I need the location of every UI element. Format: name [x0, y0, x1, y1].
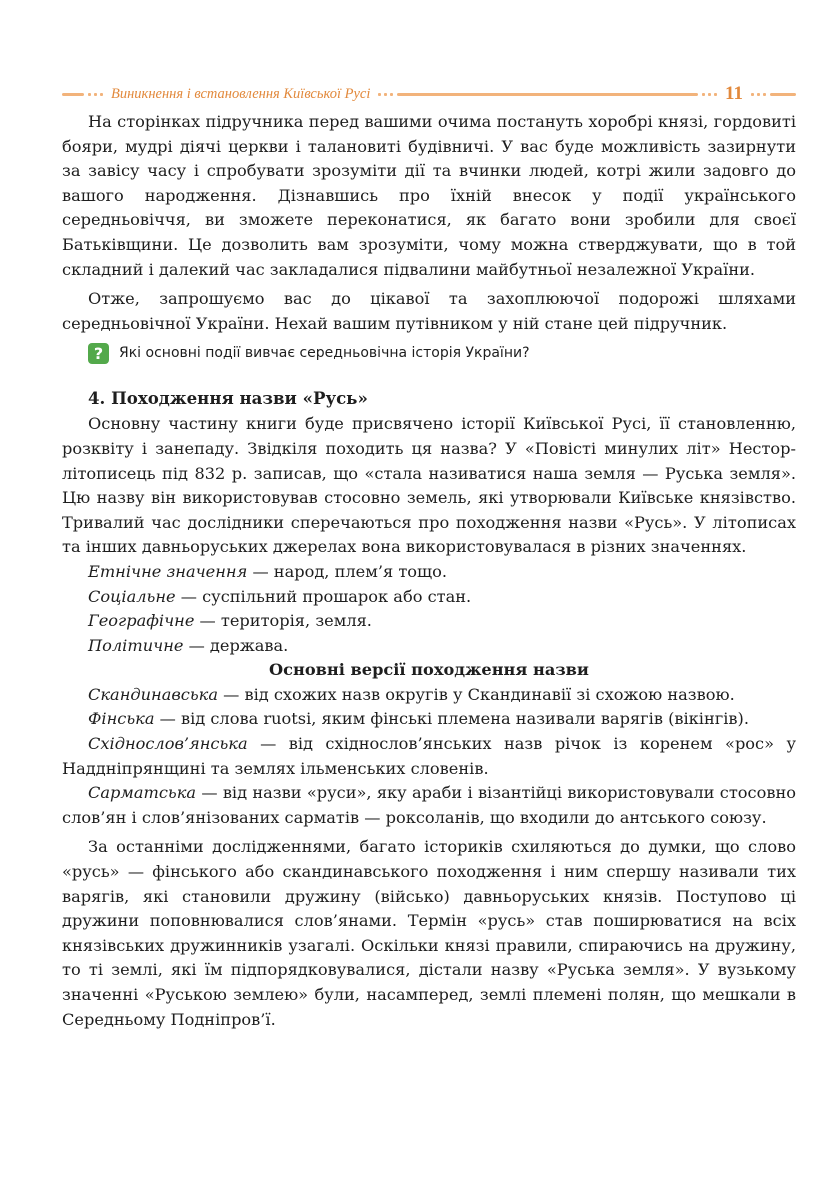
meaning-term: Етнічне значення: [88, 561, 248, 581]
version-term: Східнослов’янська: [88, 734, 248, 754]
meaning-text: — держава.: [183, 635, 289, 655]
version-text: — від схожих назв округів у Скандинавії зі схожою назвою.: [217, 684, 735, 704]
version-item: [62, 732, 796, 781]
page-number: 11: [725, 83, 743, 104]
section-title: 4. Походження назви «Русь»: [88, 388, 368, 409]
version-item: [62, 707, 796, 732]
version-text: — від назви «руси», яку араби і візантійці використовували стосовно слов’ян і слов’янізованих сарматів — роксоланів, що входили до антського союзу.: [62, 783, 796, 827]
question-icon: ?: [88, 343, 109, 364]
question-text: Які основні події вивчає середньовічна історія України?: [119, 345, 530, 362]
meaning-term: Географічне: [88, 611, 195, 631]
paragraph-invitation: Отже, запрошуємо вас до цікавої та захоплюючої подорожі шляхами середньовічної України. Нехай вашим путівником у ній стане цей підручник.: [62, 289, 796, 333]
versions-heading: Основні версії походження назви: [269, 660, 589, 680]
version-item: [62, 781, 796, 830]
paragraph-section-intro: Основну частину книги буде присвячено історії Київської Русі, її становленню, розквіту і занепаду. Звідкіля походить ця назва? У «Повісті минулих літ» Нестор-літописець під 832 р. записав, що «стала називатися наша земля — Руська земля». Цю назву він використовував стосовно земель, які утворювали Київське князівство. Тривалий час дослідники сперечаються про походження назви «Русь». У літописах та інших давньоруських джерелах вона використовувалася в різних значеннях.: [62, 414, 796, 557]
header-dots: [378, 93, 393, 96]
header-dots: [702, 93, 717, 96]
meaning-item: [62, 634, 796, 659]
header-dash: [770, 93, 796, 96]
version-term: Скандинавська: [88, 684, 218, 704]
meaning-item: [62, 560, 796, 585]
meaning-term: Соціальне: [88, 586, 176, 606]
review-question: [88, 340, 796, 366]
version-term: Фінська: [88, 709, 155, 729]
version-text: — від східнослов’янських назв річок із коренем «рос» у Наддніпрянщині та землях ільменських словенів.: [62, 734, 796, 778]
running-title: Виникнення і встановлення Київської Русі: [111, 85, 371, 102]
version-text: — від слова ruotsi, яким фінські племена називали варягів (вікінгів).: [154, 709, 749, 729]
meaning-text: — територія, земля.: [194, 611, 372, 631]
meaning-text: — народ, плем’я тощо.: [247, 561, 447, 581]
header-dash: [62, 93, 84, 96]
header-dots: [751, 93, 766, 96]
running-header: [62, 82, 796, 106]
version-term: Сарматська: [88, 783, 197, 803]
meaning-text: — суспільний прошарок або стан.: [175, 586, 472, 606]
meaning-term: Політичне: [88, 635, 184, 655]
meaning-item: [62, 609, 796, 634]
meaning-item: [62, 585, 796, 610]
paragraph-intro: На сторінках підручника перед вашими очима постануть хоробрі князі, гордовиті бояри, мудрі діячі церкви і талановиті будівничі. У вас буде можливість зазирнути за завісу часу і спробувати зрозуміти дії та вчинки людей, котрі жили задовго до вашого народження. Дізнавшись про їхній внесок у події українського середньовіччя, ви зможете переконатися, як багато вони зробили для своєї Батьківщини. Це дозволить вам зрозуміти, чому можна стверджувати, що в той складний і далекий час закладалися підвалини майбутньої незалежної України.: [62, 112, 796, 279]
page-body: [62, 110, 796, 1032]
header-rule: [397, 93, 698, 96]
version-item: [62, 683, 796, 708]
paragraph-conclusion: За останніми дослідженнями, багато істориків схиляються до думки, що слово «русь» — фінського або скандинавського походження і ним спершу називали тих варягів, які становили дружину (військо) давньоруських князів. Поступово ці дружини поповнювалися слов’янами. Термін «русь» став поширюватися на всіх князівських дружинників узагалі. Оскільки князі правили, спираючись на дружину, то ті землі, які їм підпорядковувалися, дістали назву «Руська земля». У вузькому значенні «Руською землею» були, насамперед, землі племені полян, що мешкали в Середньому Подніпров’ї.: [62, 837, 796, 1029]
header-dots: [88, 93, 103, 96]
